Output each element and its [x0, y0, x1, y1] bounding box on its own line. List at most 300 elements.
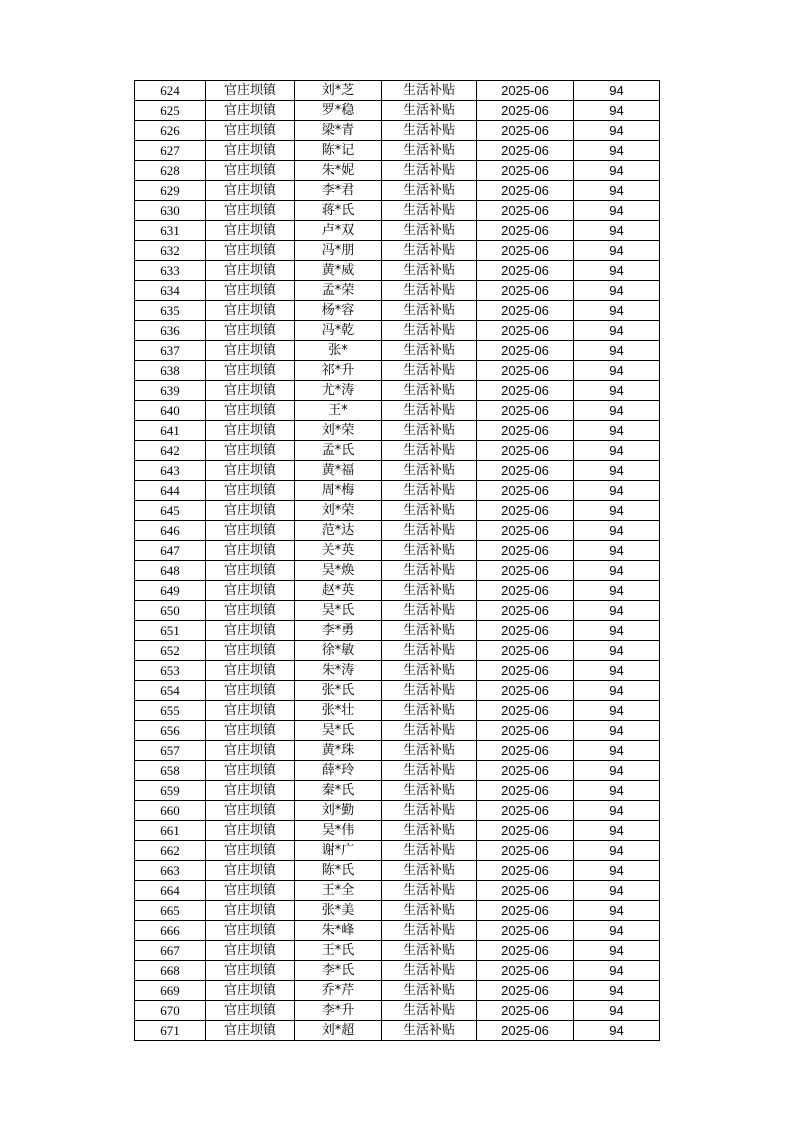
- table-row: [135, 261, 660, 281]
- subsidy-type-cell: 生活补贴: [382, 81, 477, 101]
- table-row: [135, 141, 660, 161]
- town-cell: 官庄坝镇: [206, 241, 295, 261]
- recipient-name-cell: 吴*焕: [295, 561, 382, 581]
- town-cell: 官庄坝镇: [206, 401, 295, 421]
- amount-cell: 94: [574, 121, 660, 141]
- subsidy-type-cell: 生活补贴: [382, 841, 477, 861]
- town-cell: 官庄坝镇: [206, 981, 295, 1001]
- period-cell: 2025-06: [477, 621, 574, 641]
- subsidy-type-cell: 生活补贴: [382, 541, 477, 561]
- table-row: [135, 381, 660, 401]
- table-row: [135, 801, 660, 821]
- amount-cell: 94: [574, 301, 660, 321]
- table-body: [135, 81, 660, 1041]
- table-row: [135, 601, 660, 621]
- period-cell: 2025-06: [477, 801, 574, 821]
- subsidy-type-cell: 生活补贴: [382, 721, 477, 741]
- town-cell: 官庄坝镇: [206, 301, 295, 321]
- subsidy-type-cell: 生活补贴: [382, 561, 477, 581]
- amount-cell: 94: [574, 501, 660, 521]
- row-number-cell: 642: [135, 441, 206, 461]
- row-number-cell: 632: [135, 241, 206, 261]
- row-number-cell: 630: [135, 201, 206, 221]
- period-cell: 2025-06: [477, 881, 574, 901]
- period-cell: 2025-06: [477, 1021, 574, 1041]
- recipient-name-cell: 杨*容: [295, 301, 382, 321]
- period-cell: 2025-06: [477, 821, 574, 841]
- recipient-name-cell: 卢*双: [295, 221, 382, 241]
- period-cell: 2025-06: [477, 561, 574, 581]
- table-row: [135, 821, 660, 841]
- town-cell: 官庄坝镇: [206, 201, 295, 221]
- recipient-name-cell: 谢*广: [295, 841, 382, 861]
- subsidy-type-cell: 生活补贴: [382, 161, 477, 181]
- row-number-cell: 655: [135, 701, 206, 721]
- subsidy-type-cell: 生活补贴: [382, 521, 477, 541]
- table-row: [135, 561, 660, 581]
- amount-cell: 94: [574, 361, 660, 381]
- subsidy-type-cell: 生活补贴: [382, 941, 477, 961]
- town-cell: 官庄坝镇: [206, 921, 295, 941]
- subsidy-type-cell: 生活补贴: [382, 501, 477, 521]
- recipient-name-cell: 吴*氏: [295, 721, 382, 741]
- recipient-name-cell: 王*全: [295, 881, 382, 901]
- period-cell: 2025-06: [477, 401, 574, 421]
- subsidy-type-cell: 生活补贴: [382, 1001, 477, 1021]
- period-cell: 2025-06: [477, 941, 574, 961]
- row-number-cell: 652: [135, 641, 206, 661]
- subsidy-type-cell: 生活补贴: [382, 461, 477, 481]
- period-cell: 2025-06: [477, 421, 574, 441]
- amount-cell: 94: [574, 1001, 660, 1021]
- period-cell: 2025-06: [477, 781, 574, 801]
- subsidy-type-cell: 生活补贴: [382, 421, 477, 441]
- town-cell: 官庄坝镇: [206, 801, 295, 821]
- recipient-name-cell: 祁*升: [295, 361, 382, 381]
- recipient-name-cell: 关*英: [295, 541, 382, 561]
- recipient-name-cell: 吴*伟: [295, 821, 382, 841]
- amount-cell: 94: [574, 201, 660, 221]
- table-row: [135, 461, 660, 481]
- town-cell: 官庄坝镇: [206, 321, 295, 341]
- recipient-name-cell: 张*壮: [295, 701, 382, 721]
- period-cell: 2025-06: [477, 1001, 574, 1021]
- amount-cell: 94: [574, 761, 660, 781]
- row-number-cell: 637: [135, 341, 206, 361]
- amount-cell: 94: [574, 221, 660, 241]
- recipient-name-cell: 赵*英: [295, 581, 382, 601]
- recipient-name-cell: 王*氏: [295, 941, 382, 961]
- row-number-cell: 658: [135, 761, 206, 781]
- row-number-cell: 631: [135, 221, 206, 241]
- subsidy-type-cell: 生活补贴: [382, 401, 477, 421]
- table-row: [135, 721, 660, 741]
- town-cell: 官庄坝镇: [206, 741, 295, 761]
- town-cell: 官庄坝镇: [206, 861, 295, 881]
- amount-cell: 94: [574, 101, 660, 121]
- period-cell: 2025-06: [477, 181, 574, 201]
- period-cell: 2025-06: [477, 361, 574, 381]
- town-cell: 官庄坝镇: [206, 601, 295, 621]
- table-row: [135, 581, 660, 601]
- town-cell: 官庄坝镇: [206, 461, 295, 481]
- subsidy-type-cell: 生活补贴: [382, 661, 477, 681]
- period-cell: 2025-06: [477, 141, 574, 161]
- period-cell: 2025-06: [477, 581, 574, 601]
- town-cell: 官庄坝镇: [206, 221, 295, 241]
- recipient-name-cell: 王*: [295, 401, 382, 421]
- table-row: [135, 881, 660, 901]
- row-number-cell: 664: [135, 881, 206, 901]
- town-cell: 官庄坝镇: [206, 561, 295, 581]
- period-cell: 2025-06: [477, 901, 574, 921]
- period-cell: 2025-06: [477, 681, 574, 701]
- recipient-name-cell: 孟*氏: [295, 441, 382, 461]
- period-cell: 2025-06: [477, 441, 574, 461]
- recipient-name-cell: 尤*涛: [295, 381, 382, 401]
- row-number-cell: 663: [135, 861, 206, 881]
- subsidy-roster-table: [134, 80, 660, 1041]
- recipient-name-cell: 冯*朋: [295, 241, 382, 261]
- row-number-cell: 669: [135, 981, 206, 1001]
- table-row: [135, 861, 660, 881]
- table-row: [135, 621, 660, 641]
- row-number-cell: 638: [135, 361, 206, 381]
- period-cell: 2025-06: [477, 481, 574, 501]
- period-cell: 2025-06: [477, 861, 574, 881]
- town-cell: 官庄坝镇: [206, 941, 295, 961]
- subsidy-type-cell: 生活补贴: [382, 741, 477, 761]
- row-number-cell: 665: [135, 901, 206, 921]
- period-cell: 2025-06: [477, 161, 574, 181]
- amount-cell: 94: [574, 981, 660, 1001]
- table-row: [135, 841, 660, 861]
- recipient-name-cell: 张*: [295, 341, 382, 361]
- row-number-cell: 626: [135, 121, 206, 141]
- recipient-name-cell: 张*氏: [295, 681, 382, 701]
- town-cell: 官庄坝镇: [206, 881, 295, 901]
- table-row: [135, 281, 660, 301]
- subsidy-type-cell: 生活补贴: [382, 1021, 477, 1041]
- recipient-name-cell: 李*氏: [295, 961, 382, 981]
- period-cell: 2025-06: [477, 221, 574, 241]
- amount-cell: 94: [574, 841, 660, 861]
- subsidy-type-cell: 生活补贴: [382, 961, 477, 981]
- row-number-cell: 627: [135, 141, 206, 161]
- row-number-cell: 624: [135, 81, 206, 101]
- row-number-cell: 635: [135, 301, 206, 321]
- period-cell: 2025-06: [477, 541, 574, 561]
- amount-cell: 94: [574, 1021, 660, 1041]
- recipient-name-cell: 蒋*氏: [295, 201, 382, 221]
- amount-cell: 94: [574, 821, 660, 841]
- amount-cell: 94: [574, 961, 660, 981]
- period-cell: 2025-06: [477, 201, 574, 221]
- amount-cell: 94: [574, 241, 660, 261]
- period-cell: 2025-06: [477, 341, 574, 361]
- row-number-cell: 659: [135, 781, 206, 801]
- table-row: [135, 901, 660, 921]
- recipient-name-cell: 黄*福: [295, 461, 382, 481]
- amount-cell: 94: [574, 461, 660, 481]
- row-number-cell: 629: [135, 181, 206, 201]
- subsidy-type-cell: 生活补贴: [382, 201, 477, 221]
- row-number-cell: 662: [135, 841, 206, 861]
- period-cell: 2025-06: [477, 521, 574, 541]
- row-number-cell: 649: [135, 581, 206, 601]
- town-cell: 官庄坝镇: [206, 841, 295, 861]
- amount-cell: 94: [574, 781, 660, 801]
- recipient-name-cell: 吴*氏: [295, 601, 382, 621]
- town-cell: 官庄坝镇: [206, 261, 295, 281]
- table-row: [135, 1021, 660, 1041]
- recipient-name-cell: 罗*稳: [295, 101, 382, 121]
- table-row: [135, 181, 660, 201]
- amount-cell: 94: [574, 181, 660, 201]
- town-cell: 官庄坝镇: [206, 361, 295, 381]
- town-cell: 官庄坝镇: [206, 501, 295, 521]
- row-number-cell: 650: [135, 601, 206, 621]
- subsidy-type-cell: 生活补贴: [382, 141, 477, 161]
- subsidy-type-cell: 生活补贴: [382, 181, 477, 201]
- row-number-cell: 657: [135, 741, 206, 761]
- amount-cell: 94: [574, 601, 660, 621]
- subsidy-type-cell: 生活补贴: [382, 801, 477, 821]
- subsidy-type-cell: 生活补贴: [382, 321, 477, 341]
- row-number-cell: 666: [135, 921, 206, 941]
- table-row: [135, 521, 660, 541]
- recipient-name-cell: 冯*乾: [295, 321, 382, 341]
- subsidy-type-cell: 生活补贴: [382, 441, 477, 461]
- subsidy-type-cell: 生活补贴: [382, 381, 477, 401]
- town-cell: 官庄坝镇: [206, 581, 295, 601]
- row-number-cell: 645: [135, 501, 206, 521]
- row-number-cell: 628: [135, 161, 206, 181]
- row-number-cell: 651: [135, 621, 206, 641]
- recipient-name-cell: 李*升: [295, 1001, 382, 1021]
- amount-cell: 94: [574, 801, 660, 821]
- town-cell: 官庄坝镇: [206, 141, 295, 161]
- town-cell: 官庄坝镇: [206, 81, 295, 101]
- amount-cell: 94: [574, 701, 660, 721]
- subsidy-type-cell: 生活补贴: [382, 901, 477, 921]
- row-number-cell: 671: [135, 1021, 206, 1041]
- period-cell: 2025-06: [477, 761, 574, 781]
- town-cell: 官庄坝镇: [206, 661, 295, 681]
- recipient-name-cell: 薛*玲: [295, 761, 382, 781]
- amount-cell: 94: [574, 561, 660, 581]
- recipient-name-cell: 刘*勤: [295, 801, 382, 821]
- amount-cell: 94: [574, 941, 660, 961]
- table-row: [135, 541, 660, 561]
- table-row: [135, 941, 660, 961]
- row-number-cell: 656: [135, 721, 206, 741]
- amount-cell: 94: [574, 921, 660, 941]
- amount-cell: 94: [574, 901, 660, 921]
- town-cell: 官庄坝镇: [206, 441, 295, 461]
- table-row: [135, 101, 660, 121]
- table-row: [135, 161, 660, 181]
- period-cell: 2025-06: [477, 241, 574, 261]
- table-row: [135, 421, 660, 441]
- subsidy-type-cell: 生活补贴: [382, 581, 477, 601]
- town-cell: 官庄坝镇: [206, 281, 295, 301]
- town-cell: 官庄坝镇: [206, 341, 295, 361]
- row-number-cell: 661: [135, 821, 206, 841]
- period-cell: 2025-06: [477, 841, 574, 861]
- period-cell: 2025-06: [477, 721, 574, 741]
- town-cell: 官庄坝镇: [206, 901, 295, 921]
- table-row: [135, 921, 660, 941]
- recipient-name-cell: 陈*氏: [295, 861, 382, 881]
- recipient-name-cell: 刘*超: [295, 1021, 382, 1041]
- row-number-cell: 636: [135, 321, 206, 341]
- recipient-name-cell: 徐*敏: [295, 641, 382, 661]
- amount-cell: 94: [574, 621, 660, 641]
- town-cell: 官庄坝镇: [206, 101, 295, 121]
- row-number-cell: 641: [135, 421, 206, 441]
- amount-cell: 94: [574, 421, 660, 441]
- amount-cell: 94: [574, 81, 660, 101]
- town-cell: 官庄坝镇: [206, 421, 295, 441]
- recipient-name-cell: 陈*记: [295, 141, 382, 161]
- subsidy-type-cell: 生活补贴: [382, 301, 477, 321]
- recipient-name-cell: 李*君: [295, 181, 382, 201]
- table-row: [135, 341, 660, 361]
- recipient-name-cell: 张*美: [295, 901, 382, 921]
- table-row: [135, 481, 660, 501]
- table-row: [135, 681, 660, 701]
- table-row: [135, 241, 660, 261]
- row-number-cell: 625: [135, 101, 206, 121]
- amount-cell: 94: [574, 681, 660, 701]
- row-number-cell: 644: [135, 481, 206, 501]
- recipient-name-cell: 刘*荣: [295, 421, 382, 441]
- amount-cell: 94: [574, 481, 660, 501]
- table-row: [135, 981, 660, 1001]
- town-cell: 官庄坝镇: [206, 621, 295, 641]
- town-cell: 官庄坝镇: [206, 961, 295, 981]
- town-cell: 官庄坝镇: [206, 121, 295, 141]
- town-cell: 官庄坝镇: [206, 1001, 295, 1021]
- row-number-cell: 647: [135, 541, 206, 561]
- period-cell: 2025-06: [477, 661, 574, 681]
- table-row: [135, 661, 660, 681]
- table-row: [135, 441, 660, 461]
- town-cell: 官庄坝镇: [206, 521, 295, 541]
- amount-cell: 94: [574, 441, 660, 461]
- recipient-name-cell: 黄*珠: [295, 741, 382, 761]
- table-row: [135, 401, 660, 421]
- town-cell: 官庄坝镇: [206, 181, 295, 201]
- recipient-name-cell: 范*达: [295, 521, 382, 541]
- amount-cell: 94: [574, 641, 660, 661]
- town-cell: 官庄坝镇: [206, 1021, 295, 1041]
- subsidy-type-cell: 生活补贴: [382, 221, 477, 241]
- amount-cell: 94: [574, 661, 660, 681]
- row-number-cell: 667: [135, 941, 206, 961]
- town-cell: 官庄坝镇: [206, 481, 295, 501]
- subsidy-type-cell: 生活补贴: [382, 601, 477, 621]
- row-number-cell: 668: [135, 961, 206, 981]
- amount-cell: 94: [574, 721, 660, 741]
- amount-cell: 94: [574, 401, 660, 421]
- row-number-cell: 654: [135, 681, 206, 701]
- recipient-name-cell: 黄*威: [295, 261, 382, 281]
- subsidy-type-cell: 生活补贴: [382, 681, 477, 701]
- table-row: [135, 761, 660, 781]
- row-number-cell: 653: [135, 661, 206, 681]
- row-number-cell: 639: [135, 381, 206, 401]
- recipient-name-cell: 朱*妮: [295, 161, 382, 181]
- period-cell: 2025-06: [477, 981, 574, 1001]
- recipient-name-cell: 朱*涛: [295, 661, 382, 681]
- subsidy-type-cell: 生活补贴: [382, 761, 477, 781]
- town-cell: 官庄坝镇: [206, 161, 295, 181]
- amount-cell: 94: [574, 141, 660, 161]
- town-cell: 官庄坝镇: [206, 721, 295, 741]
- table-row: [135, 121, 660, 141]
- amount-cell: 94: [574, 581, 660, 601]
- subsidy-type-cell: 生活补贴: [382, 981, 477, 1001]
- period-cell: 2025-06: [477, 301, 574, 321]
- table-row: [135, 641, 660, 661]
- amount-cell: 94: [574, 741, 660, 761]
- table-row: [135, 321, 660, 341]
- amount-cell: 94: [574, 381, 660, 401]
- table-row: [135, 741, 660, 761]
- recipient-name-cell: 刘*芝: [295, 81, 382, 101]
- amount-cell: 94: [574, 861, 660, 881]
- subsidy-type-cell: 生活补贴: [382, 481, 477, 501]
- subsidy-type-cell: 生活补贴: [382, 861, 477, 881]
- subsidy-type-cell: 生活补贴: [382, 241, 477, 261]
- period-cell: 2025-06: [477, 961, 574, 981]
- recipient-name-cell: 周*梅: [295, 481, 382, 501]
- table-row: [135, 701, 660, 721]
- period-cell: 2025-06: [477, 601, 574, 621]
- table-row: [135, 221, 660, 241]
- period-cell: 2025-06: [477, 81, 574, 101]
- period-cell: 2025-06: [477, 381, 574, 401]
- subsidy-type-cell: 生活补贴: [382, 641, 477, 661]
- amount-cell: 94: [574, 161, 660, 181]
- row-number-cell: 634: [135, 281, 206, 301]
- subsidy-type-cell: 生活补贴: [382, 101, 477, 121]
- town-cell: 官庄坝镇: [206, 701, 295, 721]
- period-cell: 2025-06: [477, 741, 574, 761]
- period-cell: 2025-06: [477, 121, 574, 141]
- town-cell: 官庄坝镇: [206, 761, 295, 781]
- table-row: [135, 781, 660, 801]
- row-number-cell: 648: [135, 561, 206, 581]
- table-row: [135, 301, 660, 321]
- amount-cell: 94: [574, 321, 660, 341]
- period-cell: 2025-06: [477, 261, 574, 281]
- subsidy-type-cell: 生活补贴: [382, 361, 477, 381]
- table-row: [135, 81, 660, 101]
- table-row: [135, 1001, 660, 1021]
- subsidy-type-cell: 生活补贴: [382, 341, 477, 361]
- town-cell: 官庄坝镇: [206, 641, 295, 661]
- amount-cell: 94: [574, 541, 660, 561]
- subsidy-type-cell: 生活补贴: [382, 621, 477, 641]
- subsidy-type-cell: 生活补贴: [382, 701, 477, 721]
- table-row: [135, 201, 660, 221]
- period-cell: 2025-06: [477, 641, 574, 661]
- period-cell: 2025-06: [477, 461, 574, 481]
- period-cell: 2025-06: [477, 321, 574, 341]
